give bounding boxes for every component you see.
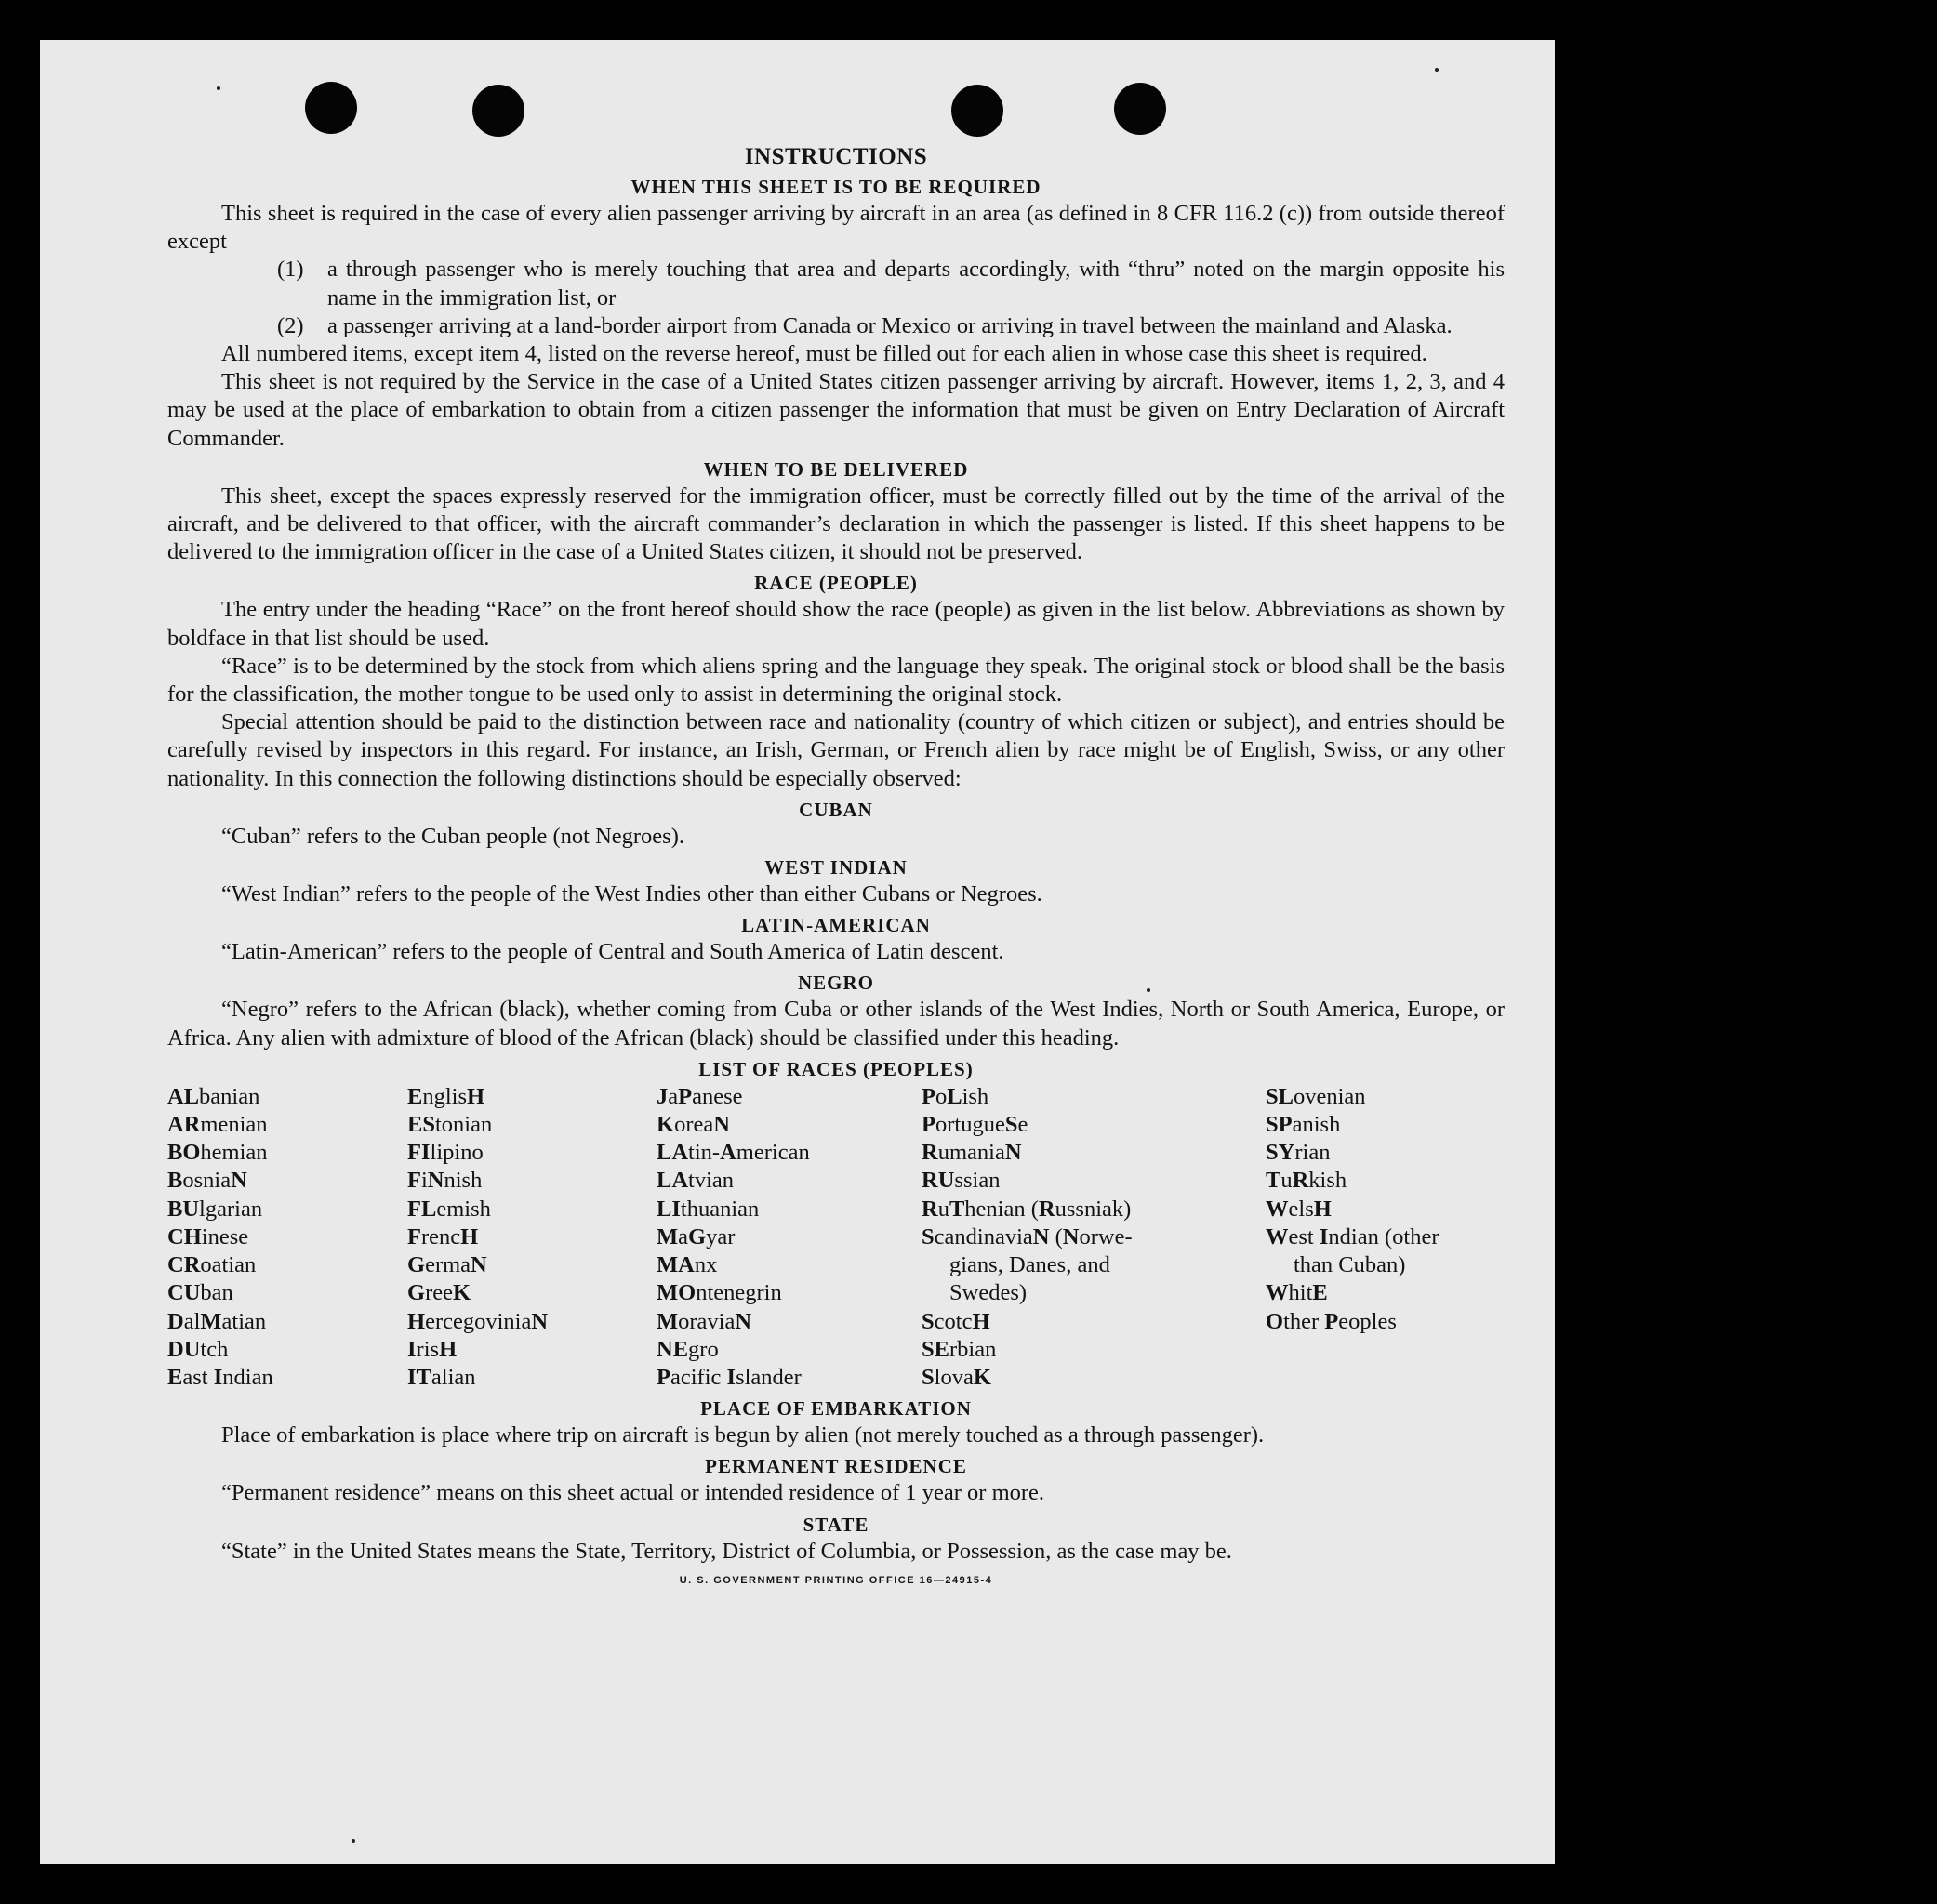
paragraph: “Race” is to be determined by the stock from which aliens spring and the language they speak. The original stock or blood shall be the basis for the classification, the mother tongue to be used only to assist in determining the original stock. xyxy=(167,653,1505,707)
paragraph: “Negro” refers to the African (black), whether coming from Cuba or other islands of the West Indies, North or South America, Europe, or Africa. Any alien with admixture of blood of the African (black) should be classified under this heading. xyxy=(167,997,1505,1051)
section-heading: WHEN TO BE DELIVERED xyxy=(703,457,969,481)
paragraph: This sheet is required in the case of every alien passenger arriving by aircraft in an area (as defined in 8 CFR 116.2 (c)) from outside thereof except xyxy=(167,201,1505,255)
punch-hole xyxy=(1114,83,1166,135)
item-text: a through passenger who is merely touching that area and departs accordingly, with “thru” noted on the margin opposite his name in the immigration list, or xyxy=(327,257,1505,311)
race-entry: West Indian (other xyxy=(1266,1223,1439,1250)
race-entry: LAtin-American xyxy=(657,1140,810,1166)
race-entry: RuThenian (Russniak) xyxy=(922,1196,1132,1222)
race-entry: SYrian xyxy=(1266,1140,1331,1166)
race-entry: SPanish xyxy=(1266,1112,1341,1138)
race-entry: ScandinaviaN (Norwe- xyxy=(922,1223,1133,1250)
paragraph: The entry under the heading “Race” on the front hereof should show the race (people) as given in the list below. Abbreviations as shown by boldface in that list should be used. xyxy=(167,597,1505,651)
list-item xyxy=(277,312,1505,340)
paragraph: This sheet, except the spaces expressly reserved for the immigration officer, must be correctly filled out by the time of the arrival of the aircraft, and be delivered to that officer, with the aircraft commander’s declaration in which the passenger is listed. If this sheet happens to be delivered to the immigration officer in the case of a United States citizen, it should not be preserved. xyxy=(167,483,1505,565)
race-entry: ITalian xyxy=(407,1364,476,1390)
race-entry: BosniaN xyxy=(167,1168,247,1194)
race-entry: LAtvian xyxy=(657,1168,735,1194)
punch-hole xyxy=(472,85,524,137)
section-heading: LIST OF RACES (PEOPLES) xyxy=(698,1057,974,1080)
section-heading: STATE xyxy=(803,1513,869,1536)
paragraph: Place of embarkation is place where trip on aircraft is begun by alien (not merely touched as a through passenger). xyxy=(221,1422,1265,1448)
paragraph: “Cuban” refers to the Cuban people (not Negroes). xyxy=(221,823,684,849)
race-entry: PoLish xyxy=(922,1083,989,1109)
page-title: INSTRUCTIONS xyxy=(744,144,928,169)
races-column xyxy=(657,1083,922,1392)
race-entry: WelsH xyxy=(1266,1196,1332,1222)
race-entry: Pacific Islander xyxy=(657,1364,802,1390)
race-entry: BOhemian xyxy=(167,1140,268,1166)
section-heading: LATIN-AMERICAN xyxy=(741,914,931,937)
section-heading: PLACE OF EMBARKATION xyxy=(700,1397,972,1421)
race-entry: WhitE xyxy=(1266,1280,1328,1306)
paragraph: All numbered items, except item 4, listed on the reverse hereof, must be filled out for each alien in whose case this sheet is required. xyxy=(221,341,1427,367)
race-entry: IrisH xyxy=(407,1336,458,1362)
race-entry: MaGyar xyxy=(657,1223,736,1250)
race-entry: LIthuanian xyxy=(657,1196,760,1222)
race-entry: NEgro xyxy=(657,1336,719,1362)
races-column xyxy=(407,1083,657,1392)
item-number: (1) xyxy=(277,257,304,283)
section-heading: RACE (PEOPLE) xyxy=(754,572,918,595)
race-entry: RUssian xyxy=(922,1168,1001,1194)
paragraph: “Latin-American” refers to the people of Central and South America of Latin descent. xyxy=(221,939,1004,965)
race-entry: BUlgarian xyxy=(167,1196,263,1222)
paragraph: Special attention should be paid to the distinction between race and nationality (country of which citizen or subject), and entries should be carefully revised by inspectors in this regard. For instance, an Irish, German, or French alien by race might be of English, Swiss, or any other nationality. In this connection the following distinctions should be especially observed: xyxy=(167,709,1505,791)
race-entry: EStonian xyxy=(407,1112,493,1138)
race-entry: CUban xyxy=(167,1280,233,1306)
race-entry: DUtch xyxy=(167,1336,229,1362)
races-column xyxy=(1266,1083,1505,1392)
race-entry: CRoatian xyxy=(167,1252,257,1278)
race-entry: JaPanese xyxy=(657,1083,743,1109)
race-entry: EnglisH xyxy=(407,1083,485,1109)
race-entry: gians, Danes, and xyxy=(949,1252,1110,1278)
speck xyxy=(352,1839,355,1843)
speck xyxy=(217,86,220,90)
race-entry: DalMatian xyxy=(167,1308,267,1334)
list-item xyxy=(277,256,1505,311)
paragraph: “West Indian” refers to the people of the West Indies other than either Cubans or Negroes. xyxy=(221,881,1042,907)
race-entry: MoraviaN xyxy=(657,1308,752,1334)
instructions-body xyxy=(167,144,1505,1586)
race-entry: than Cuban) xyxy=(1294,1252,1406,1278)
document-sheet xyxy=(40,40,1555,1864)
item-text: a passenger arriving at a land-border airport from Canada or Mexico or arriving in travel between the mainland and Alaska. xyxy=(327,312,1453,338)
race-entry: KoreaN xyxy=(657,1112,730,1138)
race-entry: FIlipino xyxy=(407,1140,484,1166)
race-entry: East Indian xyxy=(167,1364,273,1390)
race-entry: RumaniaN xyxy=(922,1140,1022,1166)
punch-hole xyxy=(951,85,1003,137)
race-entry: FLemish xyxy=(407,1196,491,1222)
race-entry: CHinese xyxy=(167,1223,249,1250)
race-entry: HercegoviniaN xyxy=(407,1308,549,1334)
race-entry: SErbian xyxy=(922,1336,997,1362)
section-heading: PERMANENT RESIDENCE xyxy=(705,1455,967,1478)
race-entry: ARmenian xyxy=(167,1112,268,1138)
punch-hole xyxy=(305,82,357,134)
section-heading: WHEN THIS SHEET IS TO BE REQUIRED xyxy=(630,176,1041,198)
races-column xyxy=(167,1083,407,1392)
race-entry: MAnx xyxy=(657,1252,718,1278)
race-entry: SlovaK xyxy=(922,1364,991,1390)
race-entry: Swedes) xyxy=(949,1280,1028,1306)
paragraph: “State” in the United States means the State, Territory, District of Columbia, or Possession, as the case may be. xyxy=(221,1538,1232,1564)
races-column xyxy=(922,1083,1266,1392)
race-entry: GreeK xyxy=(407,1280,471,1306)
race-entry: Other Peoples xyxy=(1266,1308,1397,1334)
race-entry: PortugueSe xyxy=(922,1112,1028,1138)
paragraph: This sheet is not required by the Service in the case of a United States citizen passenger arriving by aircraft. However, items 1, 2, 3, and 4 may be used at the place of embarkation to obtain from a citizen passenger the information that must be given on Entry Declaration of Aircraft Commander. xyxy=(167,369,1505,451)
printer-imprint: U. S. GOVERNMENT PRINTING OFFICE 16—24915-4 xyxy=(679,1574,993,1586)
race-entry: SLovenian xyxy=(1266,1083,1366,1109)
race-entry: GermaN xyxy=(407,1252,487,1278)
races-list xyxy=(167,1083,1505,1392)
section-heading: WEST INDIAN xyxy=(764,856,908,879)
race-entry: MOntenegrin xyxy=(657,1280,782,1306)
race-entry: ALbanian xyxy=(167,1083,260,1109)
race-entry: TuRkish xyxy=(1266,1168,1347,1194)
section-heading: CUBAN xyxy=(799,798,873,821)
race-entry: ScotcH xyxy=(922,1308,990,1334)
paragraph: “Permanent residence” means on this sheet actual or intended residence of 1 year or more. xyxy=(221,1480,1045,1506)
section-heading: NEGRO xyxy=(797,972,874,995)
race-entry: FiNnish xyxy=(407,1168,483,1194)
item-number: (2) xyxy=(277,312,304,338)
speck xyxy=(1435,68,1439,72)
race-entry: FrencH xyxy=(407,1223,479,1250)
